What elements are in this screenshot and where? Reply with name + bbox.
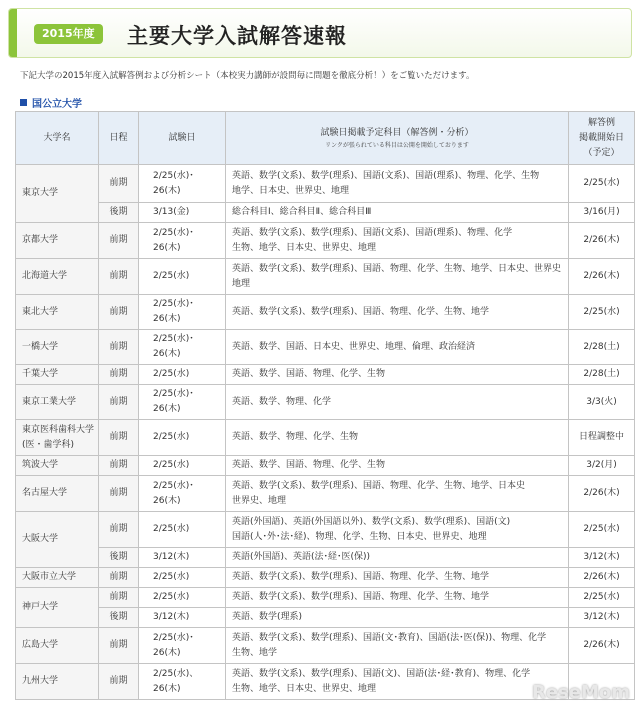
exam-date-cell: 2/25(水)･26(木) [139,385,226,420]
exam-date-cell: 2/25(水)･26(木) [139,295,226,330]
university-name: 神戸大学 [16,588,99,628]
header-accent-bar [9,9,17,57]
subjects-cell: 英語、数学(文系)、数学(理系)、国語(文系)、国語(理系)、物理、化学、生物 地学、日本史、世界史、地理 [226,165,569,203]
exam-date-cell: 2/25(水)･26(木) [139,476,226,512]
table-row [16,365,635,385]
header-session: 日程 [99,112,139,165]
university-name: 名古屋大学 [16,476,99,512]
header-subjects [226,112,569,165]
start-date-cell: 2/25(水) [569,165,635,203]
subjects-cell: 英語、数学(理系) [226,608,569,628]
start-date-cell: 3/16(月) [569,203,635,223]
session-cell: 前期 [99,476,139,512]
header-subjects-note: リンクが張られている科目は公開を開始しております [325,142,469,149]
session-cell: 前期 [99,420,139,456]
start-date-cell: 2/28(土) [569,365,635,385]
table-header-row [16,112,635,165]
header-subjects-label: 試験日掲載予定科目（解答例・分析） [320,128,474,138]
session-cell: 後期 [99,548,139,568]
subjects-cell: 英語、数学(文系)、数学(理系)、国語、物理、化学、生物、地学、日本史、世界史 地理 [226,259,569,295]
session-cell: 前期 [99,223,139,259]
university-name: 北海道大学 [16,259,99,295]
subjects-cell: 英語、数学(文系)、数学(理系)、国語、物理、化学、生物、地学 [226,568,569,588]
subjects-cell: 英語、数学、国語、物理、化学、生物 [226,365,569,385]
start-date-cell: 3/12(木) [569,548,635,568]
page-title: 主要大学入試解答速報 [127,24,347,48]
exam-date-cell: 2/25(水) [139,259,226,295]
university-name: 筑波大学 [16,456,99,476]
subjects-cell: 総合科目Ⅰ、総合科目Ⅱ、総合科目Ⅲ [226,203,569,223]
subjects-cell: 英語、数学(文系)、数学(理系)、国語(文･教育)、国語(法･医(保))、物理、化学 生物、地学 [226,628,569,664]
university-name: 東京工業大学 [16,385,99,420]
exam-date-cell: 2/25(水)･26(木) [139,628,226,664]
intro-text: 下記大学の2015年度入試解答例および分析シート（本校実力講師が設問毎に問題を徹底分析！）をご覧いただけます。 [20,71,475,81]
table-row [16,588,635,608]
table-body [16,165,635,700]
university-name: 東京医科歯科大学 (医・歯学科) [16,420,99,456]
session-cell: 後期 [99,608,139,628]
section-label: 国公立大学 [32,99,82,110]
start-date-cell: 2/25(水) [569,512,635,548]
university-name: 千葉大学 [16,365,99,385]
session-cell: 前期 [99,664,139,700]
header-start-date [569,112,635,165]
table-row [16,330,635,365]
session-cell: 前期 [99,456,139,476]
session-cell: 前期 [99,568,139,588]
table-row [16,512,635,548]
university-name: 大阪大学 [16,512,99,568]
header-start-line3: （予定） [583,147,620,158]
subjects-cell: 英語、数学(文系)、数学(理系)、国語、物理、化学、生物、地学 [226,588,569,608]
session-cell: 前期 [99,165,139,203]
subjects-cell: 英語、数学、物理、化学 [226,385,569,420]
session-cell: 前期 [99,628,139,664]
subjects-cell: 英語、数学、物理、化学、生物 [226,420,569,456]
table-row [16,295,635,330]
exam-table [15,111,635,700]
start-date-cell: 3/12(木) [569,608,635,628]
table-row [16,608,635,628]
exam-date-cell: 2/25(水)･26(木) [139,330,226,365]
university-name: 東京大学 [16,165,99,223]
start-date-cell: 3/2(月) [569,456,635,476]
table-row [16,165,635,203]
session-cell: 前期 [99,259,139,295]
exam-date-cell: 2/25(水)、26(木) [139,664,226,700]
table-row [16,568,635,588]
year-badge: 2015年度 [34,24,103,44]
start-date-cell: 2/28(土) [569,330,635,365]
table-row [16,420,635,456]
table-row [16,203,635,223]
subjects-cell: 英語(外国語)、英語(法･経･医(保)) [226,548,569,568]
session-cell: 前期 [99,385,139,420]
section-heading [20,95,82,110]
square-bullet-icon [20,99,27,106]
header-start-line1: 解答例 [587,117,615,128]
start-date-cell: 2/26(木) [569,568,635,588]
exam-date-cell: 2/25(水) [139,588,226,608]
start-date-cell: 2/26(木) [569,223,635,259]
start-date-cell: 2/26(木) [569,628,635,664]
session-cell: 前期 [99,588,139,608]
session-cell: 前期 [99,365,139,385]
exam-date-cell: 2/25(水) [139,456,226,476]
exam-date-cell: 2/25(水)･26(木) [139,223,226,259]
start-date-cell: 2/25(水) [569,295,635,330]
subjects-cell: 英語、数学(文系)、数学(理系)、国語、物理、化学、生物、地学 [226,295,569,330]
table-row [16,385,635,420]
subjects-cell: 英語、数学(文系)、数学(理系)、国語(文系)、国語(理系)、物理、化学 生物、地学、日本史、世界史、地理 [226,223,569,259]
university-name: 京都大学 [16,223,99,259]
table-row [16,548,635,568]
session-cell: 後期 [99,203,139,223]
watermark-logo: ReseMom [531,682,630,703]
exam-date-cell: 3/13(金) [139,203,226,223]
header-exam-date: 試験日 [139,112,226,165]
subjects-cell: 英語、数学、国語、物理、化学、生物 [226,456,569,476]
university-name: 九州大学 [16,664,99,700]
page-header [8,8,632,58]
exam-date-cell: 2/25(水) [139,568,226,588]
exam-date-cell: 3/12(木) [139,548,226,568]
start-date-cell: 日程調整中 [569,420,635,456]
table-row [16,628,635,664]
header-university: 大学名 [16,112,99,165]
start-date-cell: 2/26(木) [569,476,635,512]
start-date-cell: 3/3(火) [569,385,635,420]
subjects-cell: 英語(外国語)、英語(外国語以外)、数学(文系)、数学(理系)、国語(文) 国語(人･外･法･経)、物理、化学、生物、日本史、世界史、地理 [226,512,569,548]
table-row [16,456,635,476]
university-name: 一橋大学 [16,330,99,365]
table-row [16,223,635,259]
subjects-cell: 英語、数学(文系)、数学(理系)、国語、物理、化学、生物、地学、日本史 世界史、地理 [226,476,569,512]
exam-date-cell: 3/12(木) [139,608,226,628]
start-date-cell: 2/26(木) [569,259,635,295]
subjects-cell: 英語、数学(文系)、数学(理系)、国語(文)、国語(法･経･教育)、物理、化学 生物、地学、日本史、世界史、地理 [226,664,569,700]
start-date-cell: 2/25(水) [569,588,635,608]
university-name: 広島大学 [16,628,99,664]
table-row [16,476,635,512]
university-name: 大阪市立大学 [16,568,99,588]
table-row [16,259,635,295]
exam-date-cell: 2/25(水)･26(木) [139,165,226,203]
exam-date-cell: 2/25(水) [139,512,226,548]
subjects-cell: 英語、数学、国語、日本史、世界史、地理、倫理、政治経済 [226,330,569,365]
university-name: 東北大学 [16,295,99,330]
header-start-line2: 掲載開始日 [578,132,624,143]
session-cell: 前期 [99,512,139,548]
exam-date-cell: 2/25(水) [139,420,226,456]
session-cell: 前期 [99,295,139,330]
exam-date-cell: 2/25(水) [139,365,226,385]
session-cell: 前期 [99,330,139,365]
